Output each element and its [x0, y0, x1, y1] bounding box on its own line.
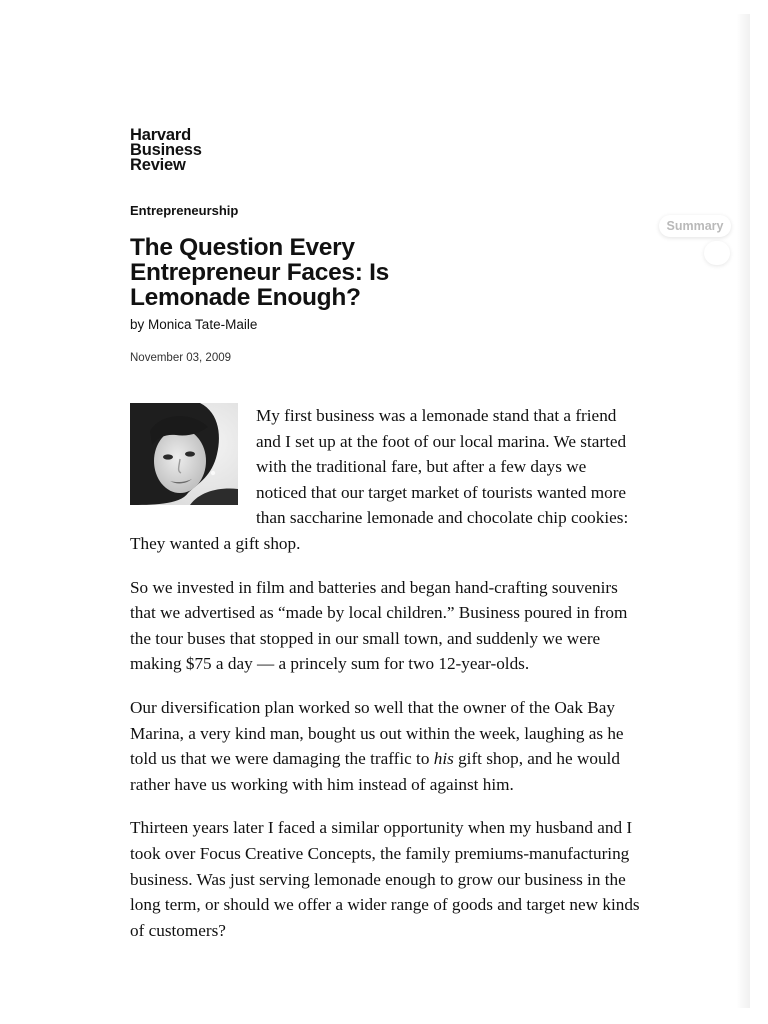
paragraph-3-text-before: Our diversification plan worked so well that the owner of the Oak Bay Marina, a very kind man, bought us out within the week, laughing as he told us that we were damaging the traffic to: [130, 697, 624, 769]
paragraph-3-text-after: gift shop, and he would rather have us working with him instead of against him.: [130, 749, 620, 794]
summary-button[interactable]: [659, 215, 731, 237]
author-link[interactable]: Monica Tate-Maile: [148, 317, 258, 332]
byline: [130, 317, 257, 332]
logo-line-1: Harvard: [130, 126, 191, 144]
paragraph-1: My first business was a lemonade stand that a friend and I set up at the foot of our local marina. We started with the traditional fare, but after a few days we noticed that our target market of tourists wanted more than saccharine lemonade and chocolate chip cookies: They wanted a gift shop.: [130, 406, 629, 553]
topic-link[interactable]: Entrepreneurship: [130, 203, 239, 218]
right-rail-scroll-shadow: [736, 14, 750, 1008]
logo-line-3: Review: [130, 156, 186, 174]
article-body: [130, 403, 640, 961]
summary-button-label: Summary: [666, 219, 724, 233]
paragraph-4: Thirteen years later I faced a similar opportunity when my husband and I took over Focus Creative Concepts, the family premiums-manufacturing business. Was just serving lemonade enough to grow our business in the long term, or should we offer a wider range of goods and target new kinds of customers?: [130, 818, 640, 940]
byline-prefix: by: [130, 317, 145, 332]
publish-date: November 03, 2009: [130, 352, 232, 364]
article-title: The Question Every Entrepreneur Faces: Is Lemonade Enough?: [130, 234, 389, 311]
hbr-logo[interactable]: [130, 128, 202, 173]
paragraph-3-emphasis: his: [433, 749, 454, 769]
logo-line-2: Business: [130, 141, 202, 159]
summary-toggle-dot[interactable]: [704, 241, 730, 265]
paragraph-2: So we invested in film and batteries and began hand-crafting souvenirs that we advertised as “made by local children.” Business poured in from the tour buses that stopped in our small town, and suddenly we were making $75 a day — a princely sum for two 12-year-olds.: [130, 577, 628, 674]
paragraph-3: [130, 695, 640, 797]
author-portrait-image: [130, 403, 238, 505]
